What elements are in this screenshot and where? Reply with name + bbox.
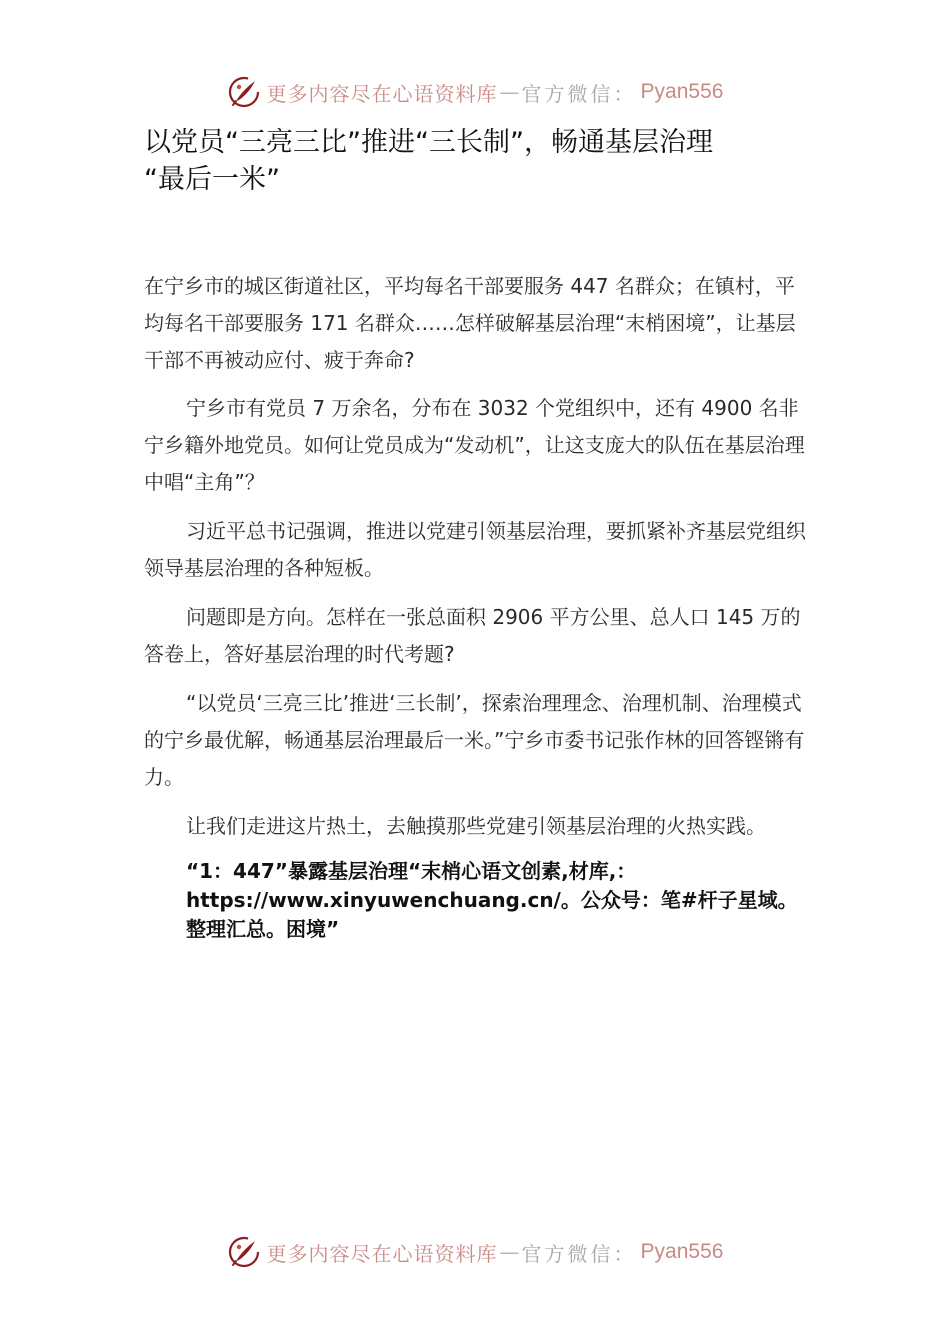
footer-banner [0, 1232, 950, 1272]
section-subheading: “1：447”暴露基层治理“末梢心语文创素,材库,：https://www.xinyuwenchuang.cn/。公众号：笔#杆子星域。整理汇总。困境” [186, 859, 798, 941]
banner-wechat-id: Pyan556 [640, 1240, 724, 1263]
title-line-2: “最后一米” [144, 164, 280, 195]
title-line-1: 以党员“三亮三比”推进“三长制”，畅通基层治理 [144, 127, 713, 158]
paragraph: 宁乡市有党员 7 万余名，分布在 3032 个党组织中，还有 4900 名非宁乡籍外地党员。如何让党员成为“发动机”，让这支庞大的队伍在基层治理中唱“主角”？ [144, 396, 805, 494]
banner-main-text: 更多内容尽在心语资料库 [266, 1241, 498, 1266]
paragraph: 在宁乡市的城区街道社区，平均每名干部要服务 447 名群众；在镇村，平均每名干部要服务 171 名群众……怎样破解基层治理“末梢困境”，让基层干部不再被动应付、疲于奔命? [144, 274, 796, 372]
banner-wechat-id: Pyan556 [640, 80, 724, 103]
article-body [144, 268, 814, 944]
quill-pen-logo-icon [227, 75, 261, 109]
paragraph: 问题即是方向。怎样在一张总面积 2906 平方公里、总人口 145 万的答卷上，答好基层治理的时代考题? [144, 605, 801, 666]
banner-dash: — [499, 80, 520, 104]
banner-dash: — [499, 1240, 520, 1264]
banner-sub-text: 官方微信： [521, 1241, 637, 1266]
paragraph: 让我们走进这片热土，去触摸那些党建引领基层治理的火热实践。 [186, 814, 766, 838]
paragraph: “以党员‘三亮三比’推进‘三长制’，探索治理理念、治理机制、治理模式的宁乡最优解，畅通基层治理最后一米。”宁乡市委书记张作林的回答铿锵有力。 [144, 691, 805, 789]
paragraph: 习近平总书记强调，推进以党建引领基层治理，要抓紧补齐基层党组织领导基层治理的各种短板。 [144, 519, 806, 580]
banner-main-text: 更多内容尽在心语资料库 [266, 81, 498, 106]
quill-pen-logo-icon [227, 1235, 261, 1269]
banner-sub-text: 官方微信： [521, 81, 637, 106]
header-banner [0, 72, 950, 112]
article-title [144, 124, 824, 198]
